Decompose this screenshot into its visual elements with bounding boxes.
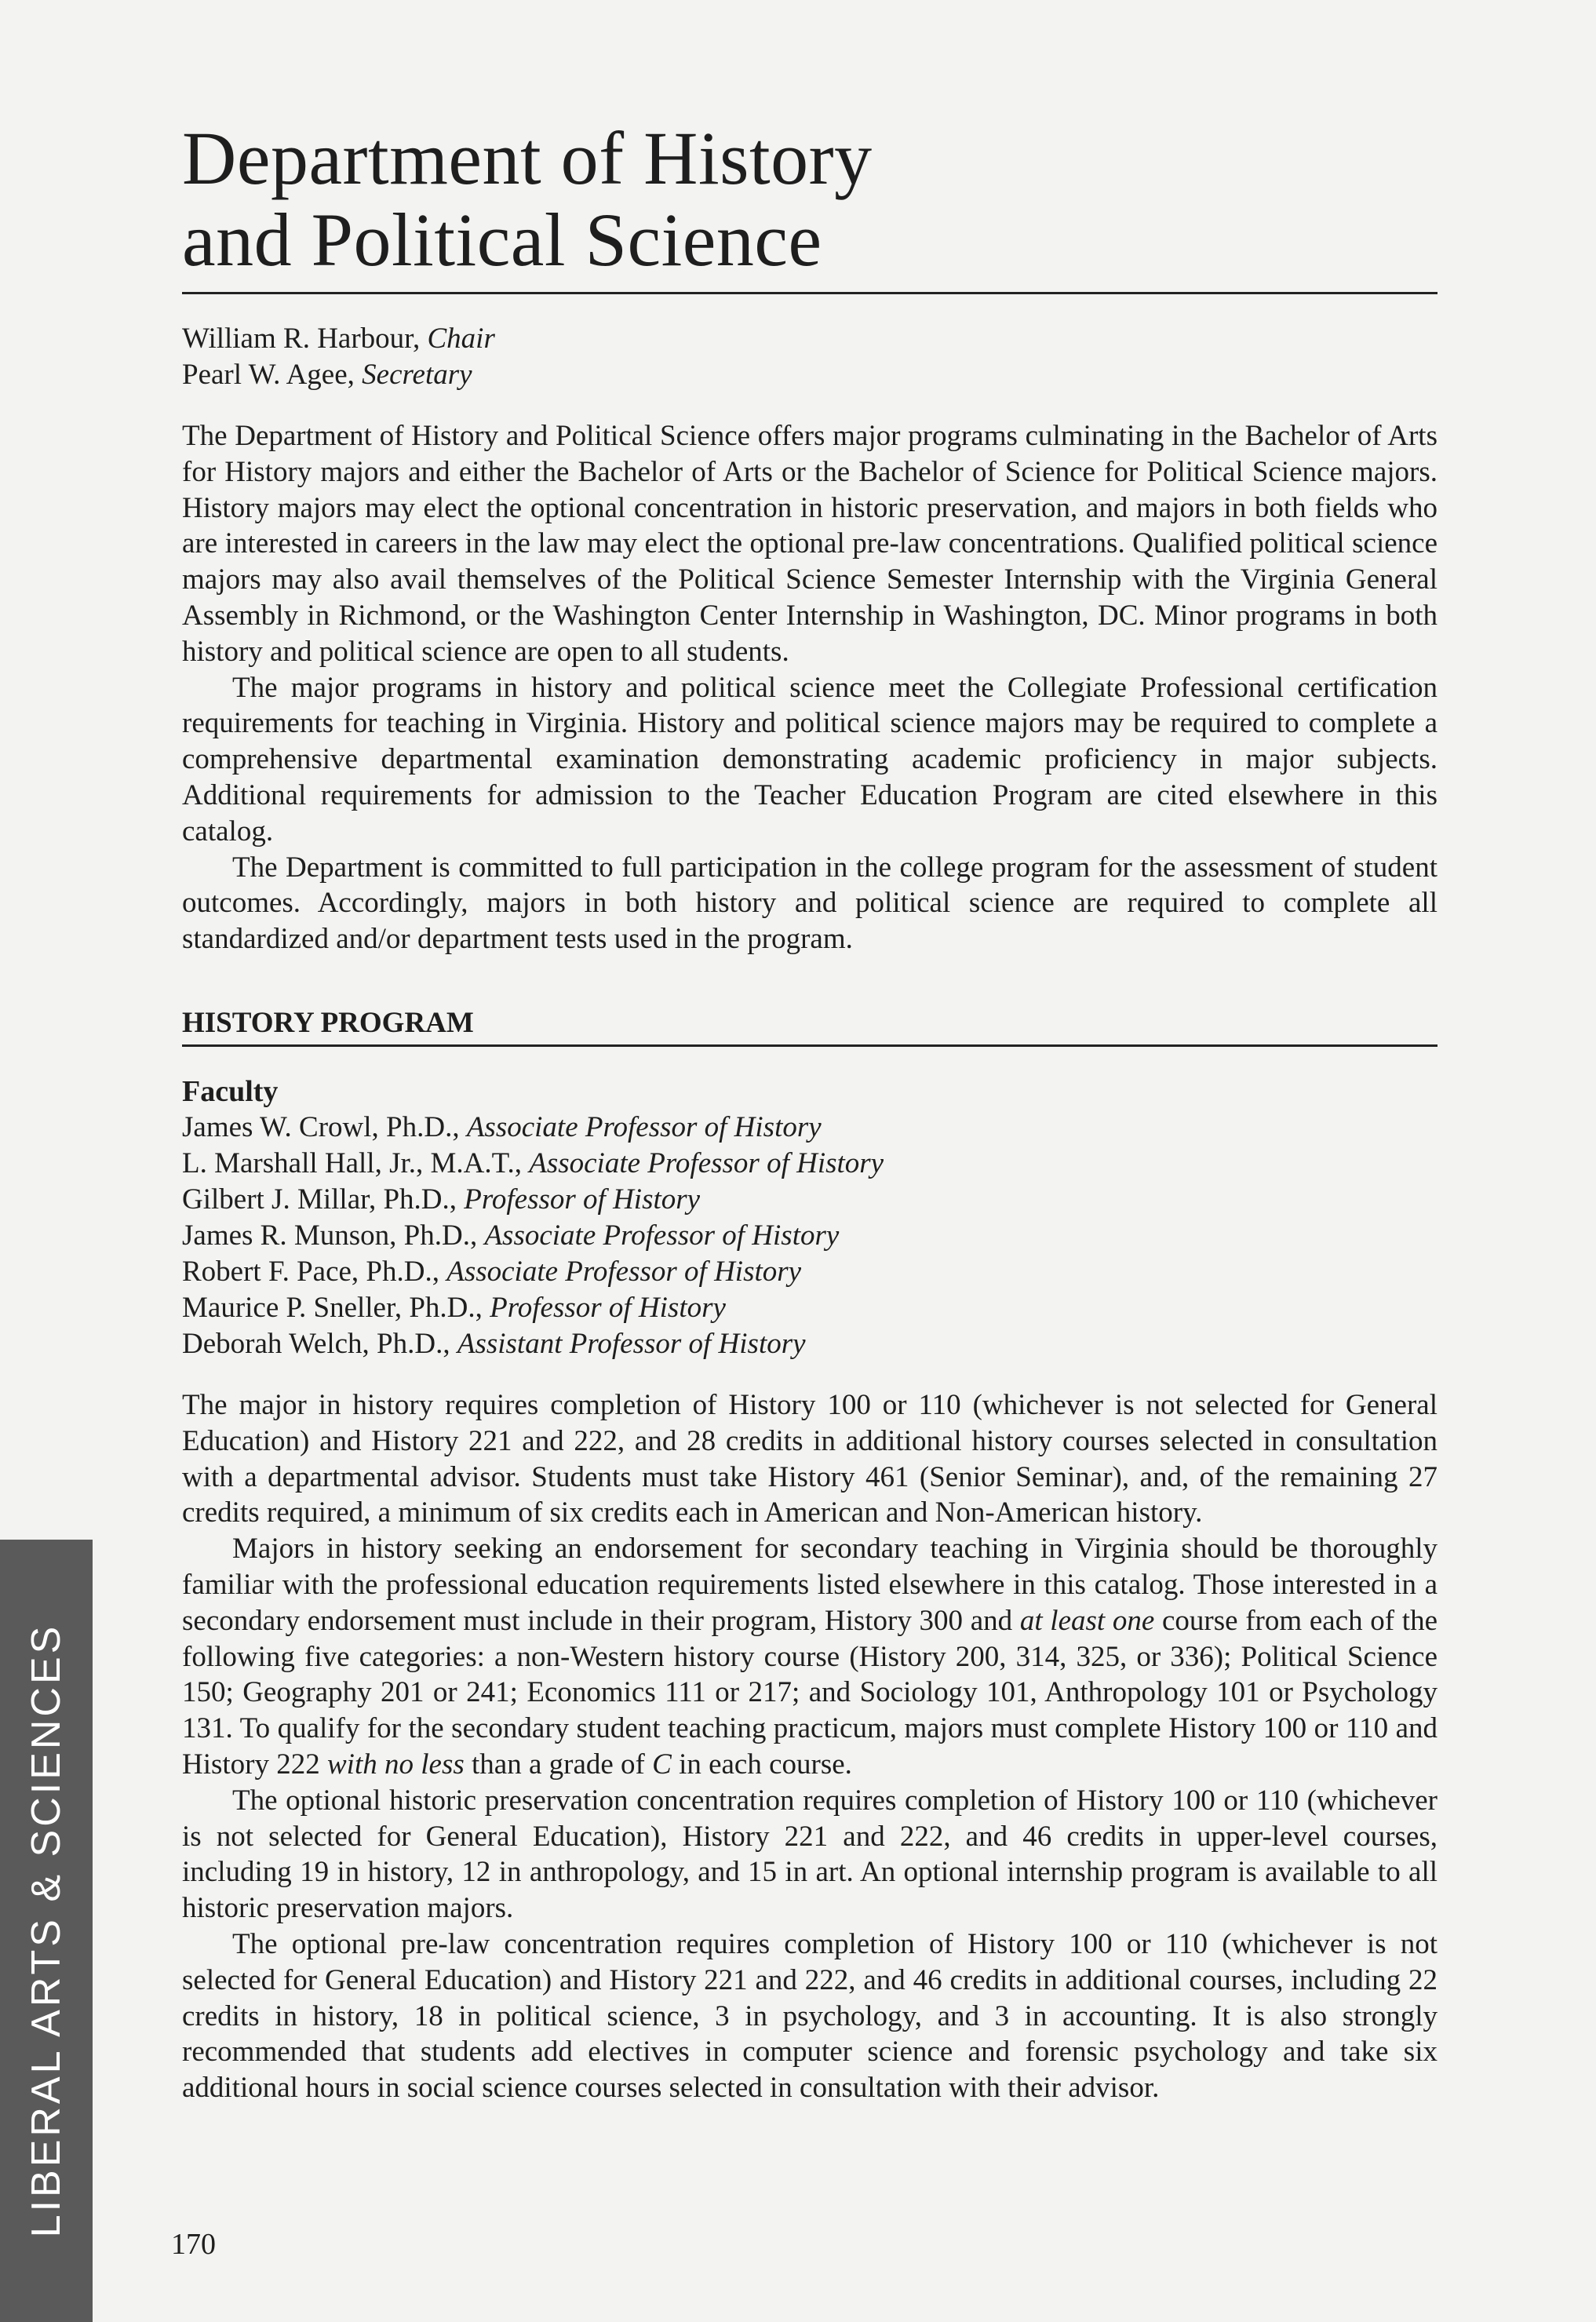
text-run-italic: C [652,1748,672,1781]
department-officers [182,321,1437,393]
faculty-name: James R. Munson, Ph.D., [182,1219,478,1252]
intro-paragraph: The Department of History and Political Science offers major programs culminating in the Bachelor of Arts for History majors and either the Bachelor of Arts or the Bachelor of Science for Political Science majors. History majors may elect the optional concentration in historic preservation, and majors in both fields who are interested in careers in the law may elect the optional pre-law concentrations. Qualified political science majors may also avail themselves of the Political Science Semester Internship with the Virginia General Assembly in Richmond, or the Washington Center Internship in Washington, DC. Minor programs in both history and political science are open to all students. [182,420,1437,668]
officer-role: Chair [427,323,495,355]
faculty-member [182,1326,1437,1362]
faculty-member [182,1110,1437,1146]
text-run: than a grade of [464,1748,653,1781]
faculty-title: Professor of History [464,1183,701,1216]
section-side-tab [0,1540,93,2322]
history-program-text [182,1387,1437,2106]
faculty-name: Deborah Welch, Ph.D., [182,1327,450,1360]
faculty-title: Associate Professor of History [446,1255,802,1288]
history-paragraph: The optional pre-law concentration requires completion of History 100 or 110 (whichever is not selected for General Education) and History 221 and 222, and 46 credits in additional courses, including 22 credits in history, 18 in political science, 3 in psychology, and 3 in accounting. It is also strongly recommended that students add electives in computer science and forensic psychology and take six additional hours in social science courses selected in consultation with their advisor. [182,1927,1437,2105]
title-line-2: and Political Science [182,198,822,282]
faculty-member [182,1146,1437,1182]
faculty-title: Assistant Professor of History [457,1327,806,1360]
intro-paragraph: The major programs in history and political science meet the Collegiate Professional certification requirements for teaching in Virginia. History and political science majors may be required to complete a comprehensive departmental examination demonstrating academic proficiency in major subjects. Additional requirements for admission to the Teacher Education Program are cited elsewhere in this catalog. [182,671,1437,848]
page-title [182,118,1437,294]
text-run-italic: at least one [1019,1604,1155,1637]
faculty-title: Associate Professor of History [529,1146,884,1179]
faculty-title: Associate Professor of History [484,1219,840,1252]
faculty-name: James W. Crowl, Ph.D., [182,1110,460,1143]
officer-chair [182,321,1437,357]
faculty-name: L. Marshall Hall, Jr., M.A.T., [182,1146,522,1179]
officer-name: Pearl W. Agee, [182,359,355,391]
faculty-title: Professor of History [490,1291,726,1324]
side-tab-label: LIBERAL ARTS & SCIENCES [24,1623,69,2238]
catalog-page [182,118,1437,2106]
history-paragraph: The major in history requires completion of History 100 or 110 (whichever is not selected for General Education) and History 221 and 222, and 28 credits in additional history courses selected in consultation with a departmental advisor. Students must take History 461 (Senior Seminar), and, of the remaining 27 credits required, a minimum of six credits each in American and Non-American history. [182,1388,1437,1529]
history-paragraph-endorsement [182,1531,1437,1783]
text-run: Majors in history seeking an endorsement for secondary teaching in Virginia should be thoroughly familiar with the professional education requirements listed elsewhere in this catalog. Those interested in a secondary endorsement must include in their program, History 300 and [182,1533,1437,1637]
faculty-member [182,1218,1437,1254]
text-run-italic: with no less [327,1748,465,1781]
faculty-name: Maurice P. Sneller, Ph.D., [182,1291,483,1324]
intro-text [182,418,1437,957]
faculty-member [182,1182,1437,1218]
intro-paragraph: The Department is committed to full participation in the college program for the assessment of student outcomes. Accordingly, majors in both history and political science are required to complete all standardized and/or department tests used in the program. [182,851,1437,956]
text-run: in each course. [671,1748,852,1781]
section-heading-history-program: HISTORY PROGRAM [182,1006,1437,1047]
title-line-1: Department of History [182,116,873,200]
faculty-list [182,1110,1437,1362]
faculty-name: Robert F. Pace, Ph.D., [182,1255,439,1288]
text-run: course from each of the following five categories: a non-Western history course (History 200, 314, 325, or 336); Political Science 150; Geography 201 or 241; Economics 111 or 217; and Sociology 101, Anthropology 101 or Psychology 131. To qualify for the secondary student teaching practicum, majors must complete History 100 or 110 and History 222 [182,1604,1437,1781]
history-paragraph: The optional historic preservation concentration requires completion of History 100 or 110 (whichever is not selected for General Education), History 221 and 222, and 46 credits in upper-level courses, including 19 in history, 12 in anthropology, and 15 in art. An optional internship program is available to all historic preservation majors. [182,1784,1437,1925]
page-number: 170 [171,2228,216,2261]
faculty-heading: Faculty [182,1074,279,1108]
faculty-member [182,1254,1437,1290]
officer-name: William R. Harbour, [182,323,421,355]
faculty-title: Associate Professor of History [466,1110,822,1143]
officer-role: Secretary [362,359,472,391]
faculty-member [182,1290,1437,1326]
faculty-name: Gilbert J. Millar, Ph.D., [182,1183,457,1216]
officer-secretary [182,357,1437,393]
